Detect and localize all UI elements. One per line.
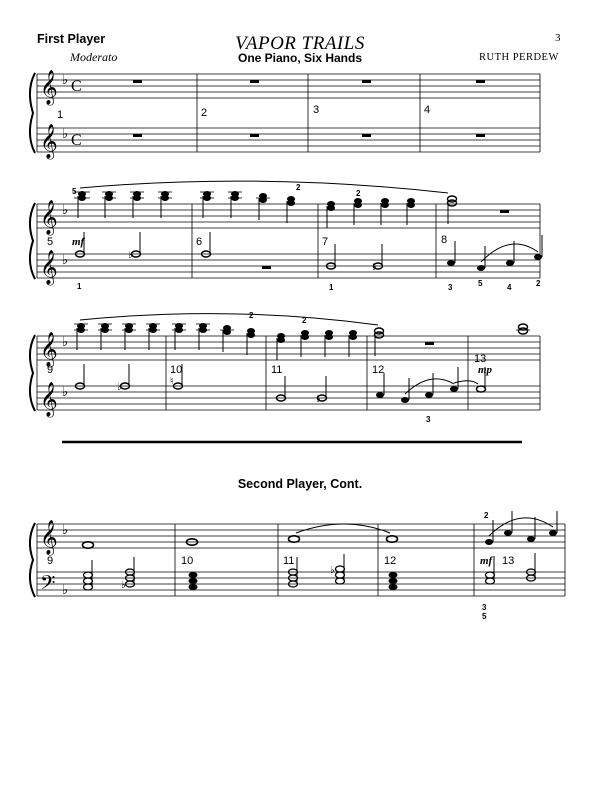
treble-clef-icon: 𝄞 <box>40 332 58 367</box>
flat-key-signature-icon: ♭ <box>62 127 69 142</box>
measure-number: 9 <box>47 555 54 567</box>
system-2 <box>30 181 542 292</box>
fingering: 1 <box>77 282 82 291</box>
measure-number: 8 <box>441 234 448 246</box>
melody-notes <box>485 530 557 545</box>
svg-text:♭: ♭ <box>372 262 377 273</box>
page-number: 3 <box>555 32 561 44</box>
measure-number: 9 <box>47 364 54 376</box>
treble-clef-icon: 𝄞 <box>40 250 58 285</box>
measure-number: 13 <box>502 555 515 567</box>
svg-text:♭: ♭ <box>117 382 122 393</box>
slur <box>489 518 553 536</box>
time-signature: C <box>71 78 82 95</box>
half-note <box>448 200 457 206</box>
fingering: 2 <box>296 183 301 192</box>
fingering: 4 <box>507 283 512 292</box>
svg-text:♭: ♭ <box>316 394 321 405</box>
fingering: 2 <box>302 316 307 325</box>
measure-number: 11 <box>283 555 295 567</box>
composer-name: RUTH PERDEW <box>479 52 559 63</box>
half-rest <box>262 266 271 269</box>
measure-number: 4 <box>424 104 431 116</box>
measure-number: 1 <box>57 109 64 121</box>
treble-clef-icon: 𝄞 <box>40 70 58 105</box>
measure-number: 10 <box>181 555 194 567</box>
fingering: 2 <box>249 311 254 320</box>
fingering: 3 <box>448 283 453 292</box>
flat-key-signature-icon: ♭ <box>62 335 69 350</box>
dynamic-marking: mp <box>478 364 493 376</box>
section-heading: Second Player, Cont. <box>237 477 363 491</box>
measure-number: 10 <box>170 364 183 376</box>
fingering: 5 <box>482 612 487 621</box>
svg-text:♮: ♮ <box>170 376 174 387</box>
flat-key-signature-icon: ♭ <box>62 73 69 88</box>
measure-number: 6 <box>196 236 203 248</box>
half-rest <box>425 342 434 345</box>
svg-text:♭: ♭ <box>330 565 335 576</box>
measure-number: 3 <box>313 104 320 116</box>
slur <box>80 314 378 325</box>
whole-rests <box>133 80 485 137</box>
slur <box>80 181 448 193</box>
fingering: 2 <box>536 279 541 288</box>
brace <box>30 523 35 597</box>
treble-clef-icon: 𝄞 <box>40 382 58 417</box>
treble-clef-icon: 𝄞 <box>40 200 58 235</box>
player-label: First Player <box>37 32 106 46</box>
melody-notes <box>77 323 357 343</box>
slur <box>481 244 538 262</box>
treble-clef-icon: 𝄞 <box>40 520 58 555</box>
measure-number: 12 <box>372 364 385 376</box>
flat-key-signature-icon: ♭ <box>62 385 69 400</box>
piece-subtitle: One Piano, Six Hands <box>237 51 363 65</box>
measure-number: 5 <box>47 236 54 248</box>
treble-clef-icon: 𝄞 <box>40 124 58 159</box>
measure-number: 7 <box>322 236 329 248</box>
dynamic-marking: mf <box>72 236 85 248</box>
measure-number: 11 <box>271 364 283 376</box>
fingering: 5 <box>478 279 483 288</box>
fingering: 5 <box>72 187 77 196</box>
fingering: 3 <box>482 603 487 612</box>
dynamic-marking: mf <box>480 555 493 567</box>
measure-number: 13 <box>474 353 487 365</box>
flat-key-signature-icon: ♭ <box>62 203 69 218</box>
fingering: 2 <box>356 189 361 198</box>
piece-title: VAPOR TRAILS <box>235 33 365 54</box>
fingering: 2 <box>484 511 489 520</box>
half-rest <box>500 210 509 213</box>
system-4 <box>30 511 565 621</box>
measure-number: 12 <box>384 555 397 567</box>
melody-notes <box>78 191 415 211</box>
flat-key-signature-icon: ♭ <box>62 253 69 268</box>
flat-key-signature-icon: ♭ <box>62 583 69 598</box>
svg-text:♭: ♭ <box>121 580 126 591</box>
measure-number: 2 <box>201 107 208 119</box>
bass-clef-icon: 𝄢 <box>40 571 56 599</box>
tie <box>296 524 390 533</box>
fingering: 3 <box>426 415 431 424</box>
brace <box>30 203 35 279</box>
brace <box>30 73 35 153</box>
system-3 <box>30 311 540 424</box>
tempo-marking: Moderato <box>70 50 118 64</box>
svg-text:♭: ♭ <box>128 250 133 261</box>
system-1 <box>30 70 540 160</box>
brace <box>30 335 35 411</box>
time-signature: C <box>71 132 82 149</box>
ledger-lines <box>74 192 270 198</box>
fingering: 1 <box>329 283 334 292</box>
flat-key-signature-icon: ♭ <box>62 523 69 538</box>
